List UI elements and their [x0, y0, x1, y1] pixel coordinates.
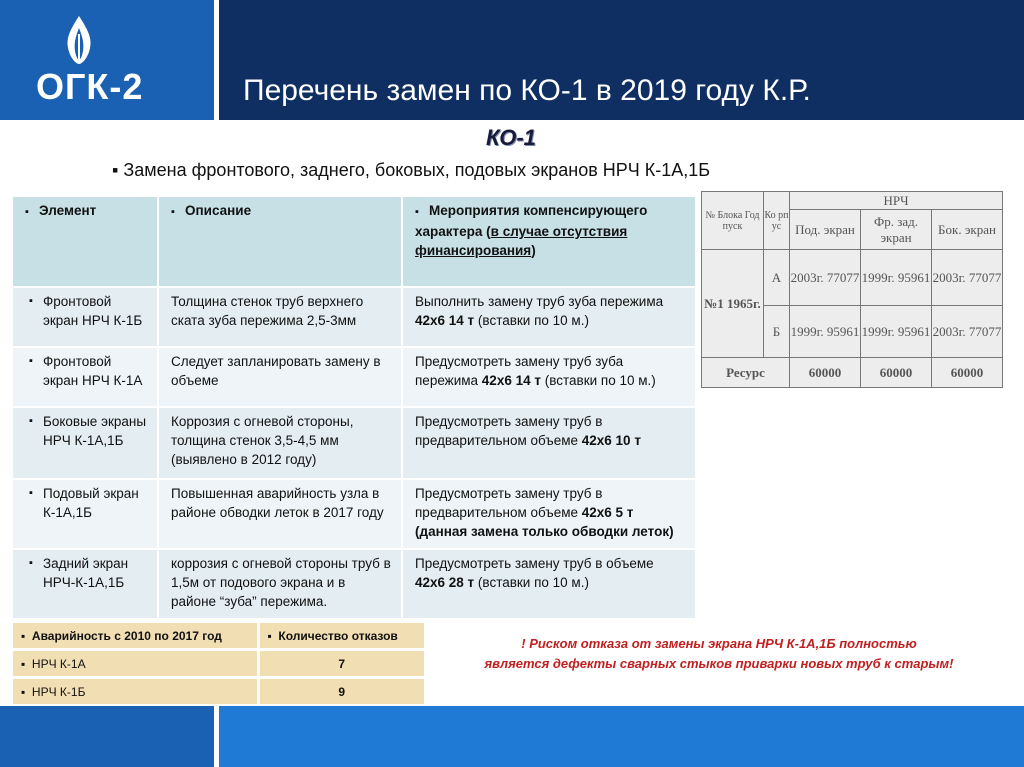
risk-warning-line1: ! Риском отказа от замены экрана НРЧ К-1А,1Б полностью [521, 636, 917, 651]
bullet-icon: ▪ [25, 206, 29, 218]
bullet-icon: ▪ [29, 295, 33, 307]
scan-cell: 2003г. 77077 [932, 250, 1003, 306]
footer-left [0, 706, 214, 767]
company-logo-text: ОГК-2 [36, 66, 144, 107]
scan-cell: 2003г. 77077 [790, 250, 861, 306]
scan-resource-label: Ресурс [702, 358, 790, 388]
scan-resource-value: 60000 [861, 358, 932, 388]
bullet-icon: ▪ [29, 487, 33, 499]
row-element: Боковые экраны НРЧ К-1А,1Б [43, 414, 147, 448]
table-row: ▪ Подовый экран К-1А,1Б Повышенная аварийность узла в районе обводки леток в 2017 году Предусмотреть замену труб в предварительном объеме 42х6 5 т (данная замена только обводки леток) [13, 479, 696, 549]
scan-resource-value: 60000 [932, 358, 1003, 388]
failure-count: 7 [258, 650, 426, 678]
header-element: ▪ Элемент [13, 197, 158, 287]
failure-header-row [13, 623, 426, 650]
scan-cell: 1999г. 95961 [861, 250, 932, 306]
subtitle [112, 160, 710, 181]
table-header-row [13, 197, 696, 287]
bullet-icon: ▪ [112, 160, 124, 180]
failure-header-left: Аварийность с 2010 по 2017 год [31, 628, 222, 643]
table-row [13, 678, 426, 706]
subtitle-text: Замена фронтового, заднего, боковых, подовых экранов НРЧ К-1А,1Б [123, 160, 711, 180]
scan-corpus: Б [764, 306, 790, 358]
scan-resource-value: 60000 [790, 358, 861, 388]
risk-warning-line2: является дефекты сварных стыков приварки новых труб к старым! [484, 656, 954, 671]
footer-bar [219, 706, 1024, 767]
row-element: Фронтовой экран НРЧ К-1Б [43, 294, 143, 328]
scan-corpus: А [764, 250, 790, 306]
row-description: Следует запланировать замену в объеме [171, 354, 381, 388]
section-label: КО-1 [486, 125, 536, 150]
bullet-icon: ▪ [29, 557, 33, 569]
bullet-icon: ▪ [29, 415, 33, 427]
bullet-icon: ▪ [21, 628, 32, 643]
scan-cell: 2003г. 77077 [932, 306, 1003, 358]
scan-header-col: Фр. зад. экран [861, 210, 932, 250]
table-row [13, 650, 426, 678]
failure-count: 9 [258, 678, 426, 706]
flame-icon [62, 14, 96, 66]
scan-header-corpus: Ко рп ус [764, 192, 790, 250]
failure-table [13, 623, 427, 707]
table-row: ▪ Боковые экраны НРЧ К-1А,1Б Коррозия с огневой стороны, толщина стенок 3,5-4,5 мм (выявлено в 2012 году) Предусмотреть замену труб в предварительном объеме 42х6 10 т [13, 407, 696, 479]
logo-panel [0, 0, 214, 120]
risk-warning [430, 634, 1008, 674]
row-element: Фронтовой экран НРЧ К-1А [43, 354, 143, 388]
row-description: Коррозия с огневой стороны, толщина стенок 3,5-4,5 мм (выявлено в 2012 году) [171, 414, 354, 467]
bullet-icon: ▪ [29, 355, 33, 367]
table-row: ▪ Задний экран НРЧ-К-1А,1Б коррозия с огневой стороны труб в 1,5м от подового экрана и в районе “зуба” пережима. Предусмотреть замену труб в объеме 42х6 28 т (вставки по 10 м.) [13, 549, 696, 619]
table-row: ▪ Фронтовой экран НРЧ К-1Б Толщина стенок труб верхнего ската зуба пережима 2,5-3мм Выполнить замену труб зуба пережима 42х6 14 т (вставки по 10 м.) [13, 287, 696, 347]
failure-header-right: Количество отказов [278, 628, 398, 643]
scan-header-col: Под. экран [790, 210, 861, 250]
scan-block-label: №1 1965г. [702, 250, 764, 358]
row-description: Повышенная аварийность узла в районе обводки леток в 2017 году [171, 486, 384, 520]
scan-cell: 1999г. 95961 [790, 306, 861, 358]
resource-scan-table [701, 191, 1003, 387]
scan-header-col: Бок. экран [932, 210, 1003, 250]
bullet-icon: ▪ [415, 206, 419, 218]
bullet-icon: ▪ [21, 684, 32, 699]
scan-header-block: № Блока Год пуск [702, 192, 764, 250]
header-description: ▪ Описание [158, 197, 402, 287]
scan-cell: 1999г. 95961 [861, 306, 932, 358]
table-row: ▪ Фронтовой экран НРЧ К-1А Следует запланировать замену в объеме Предусмотреть замену труб зуба пережима 42х6 14 т (вставки по 10 м.) [13, 347, 696, 407]
failure-label: НРЧ К-1Б [31, 684, 86, 699]
bullet-icon: ▪ [171, 206, 175, 218]
header-measures: ▪ Мероприятия компенсирующего характера (в случае отсутствия финансирования) [402, 197, 696, 287]
scan-header-group: НРЧ [790, 192, 1003, 210]
row-element: Подовый экран К-1А,1Б [43, 486, 139, 520]
failure-label: НРЧ К-1А [31, 656, 86, 671]
bullet-icon: ▪ [267, 628, 279, 643]
row-description: коррозия с огневой стороны труб в 1,5м от подового экрана и в районе “зуба” пережима. [171, 556, 391, 609]
bullet-icon: ▪ [21, 656, 32, 671]
page-title: Перечень замен по КО-1 в 2019 году К.Р. [243, 74, 811, 107]
row-element: Задний экран НРЧ-К-1А,1Б [43, 556, 129, 590]
replacement-table [13, 197, 697, 620]
row-description: Толщина стенок труб верхнего ската зуба пережима 2,5-3мм [171, 294, 364, 328]
